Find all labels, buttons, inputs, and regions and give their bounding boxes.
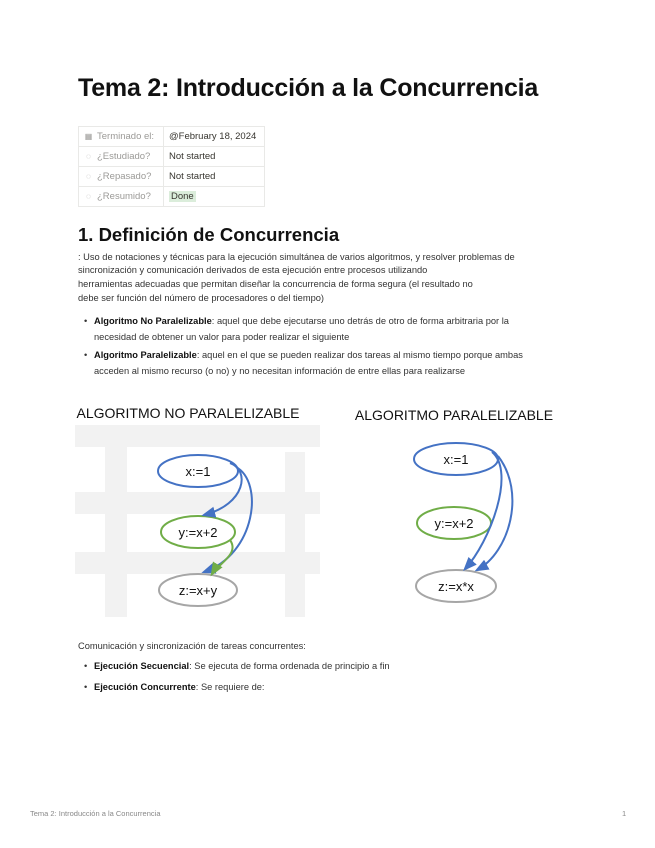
properties-table xyxy=(78,126,265,207)
property-key: ◌ ¿Resumido? xyxy=(79,187,164,207)
svg-text:x:=1: x:=1 xyxy=(443,452,469,467)
bullet-text: : Se requiere de: xyxy=(195,682,265,692)
property-row xyxy=(79,147,265,167)
property-key: ◌ ¿Estudiado? xyxy=(79,147,164,167)
property-key: ▦ Terminado el: xyxy=(79,127,164,147)
property-value[interactable]: Not started xyxy=(164,167,265,187)
bullet-dot: • xyxy=(84,316,88,326)
svg-text:z:=x*x: z:=x*x xyxy=(438,579,474,594)
paragraph-line: debe ser función del número de procesadores o del tiempo) xyxy=(78,293,324,303)
status-icon: ◌ xyxy=(86,172,91,181)
property-key: ◌ ¿Repasado? xyxy=(79,167,164,187)
bullet-term: Ejecución Secuencial xyxy=(94,661,190,671)
bullet-text: acceden al mismo recurso (o no) y no necesitan información de entre ellas para realizarse xyxy=(94,366,466,376)
status-badge: Done xyxy=(171,191,194,202)
paragraph-line: : Uso de notaciones y técnicas para la ejecución simultánea de varios algoritmos, y resolver problemas de xyxy=(78,252,515,262)
section-heading: 1. Definición de Concurrencia xyxy=(78,224,340,245)
footer-title: Tema 2: Introducción a la Concurrencia xyxy=(30,809,161,818)
paragraph-line: herramientas adecuadas que permitan diseñar la concurrencia de forma segura (el resultado no xyxy=(78,279,473,289)
bullet-text: necesidad de obtener un valor para poder realizar el siguiente xyxy=(94,332,350,342)
bullet-text: : aquel que debe ejecutarse uno detrás de otro de forma arbitraria por la xyxy=(211,316,509,326)
bullet-dot: • xyxy=(84,661,88,671)
bullet-term: Ejecución Concurrente xyxy=(94,682,196,692)
calendar-icon: ▦ xyxy=(84,132,93,141)
property-value[interactable]: @February 18, 2024 xyxy=(164,127,265,147)
page-number: 1 xyxy=(622,809,627,818)
property-row xyxy=(79,187,265,207)
concurrency-diagram xyxy=(70,392,590,617)
property-row xyxy=(79,167,265,187)
right-diagram-title: ALGORITMO PARALELIZABLE xyxy=(354,407,554,423)
property-row xyxy=(79,127,265,147)
svg-text:y:=x+2: y:=x+2 xyxy=(178,525,218,540)
svg-text:x:=1: x:=1 xyxy=(185,464,211,479)
page-title: Tema 2: Introducción a la Concurrencia xyxy=(78,74,539,102)
status-icon: ◌ xyxy=(86,152,91,161)
paragraph: Comunicación y sincronización de tareas concurrentes: xyxy=(78,641,306,651)
bullet-text: : Se ejecuta de forma ordenada de principio a fin xyxy=(189,661,390,671)
svg-text:z:=x+y: z:=x+y xyxy=(178,583,218,598)
bullet-term: Algoritmo No Paralelizable xyxy=(94,316,212,326)
bullet-dot: • xyxy=(84,350,88,360)
property-value[interactable] xyxy=(164,187,265,207)
property-value[interactable]: Not started xyxy=(164,147,265,167)
left-diagram-title: ALGORITMO NO PARALELIZABLE xyxy=(76,405,300,421)
bullet-text: : aquel en el que se pueden realizar dos tareas al mismo tiempo porque ambas xyxy=(196,350,523,360)
status-icon: ◌ xyxy=(86,192,91,201)
bullet-term: Algoritmo Paralelizable xyxy=(94,350,197,360)
svg-text:y:=x+2: y:=x+2 xyxy=(434,516,474,531)
paragraph-line: sincronización y comunicación derivados de esta ejecución entre procesos utilizando xyxy=(78,265,428,275)
bullet-dot: • xyxy=(84,682,88,692)
